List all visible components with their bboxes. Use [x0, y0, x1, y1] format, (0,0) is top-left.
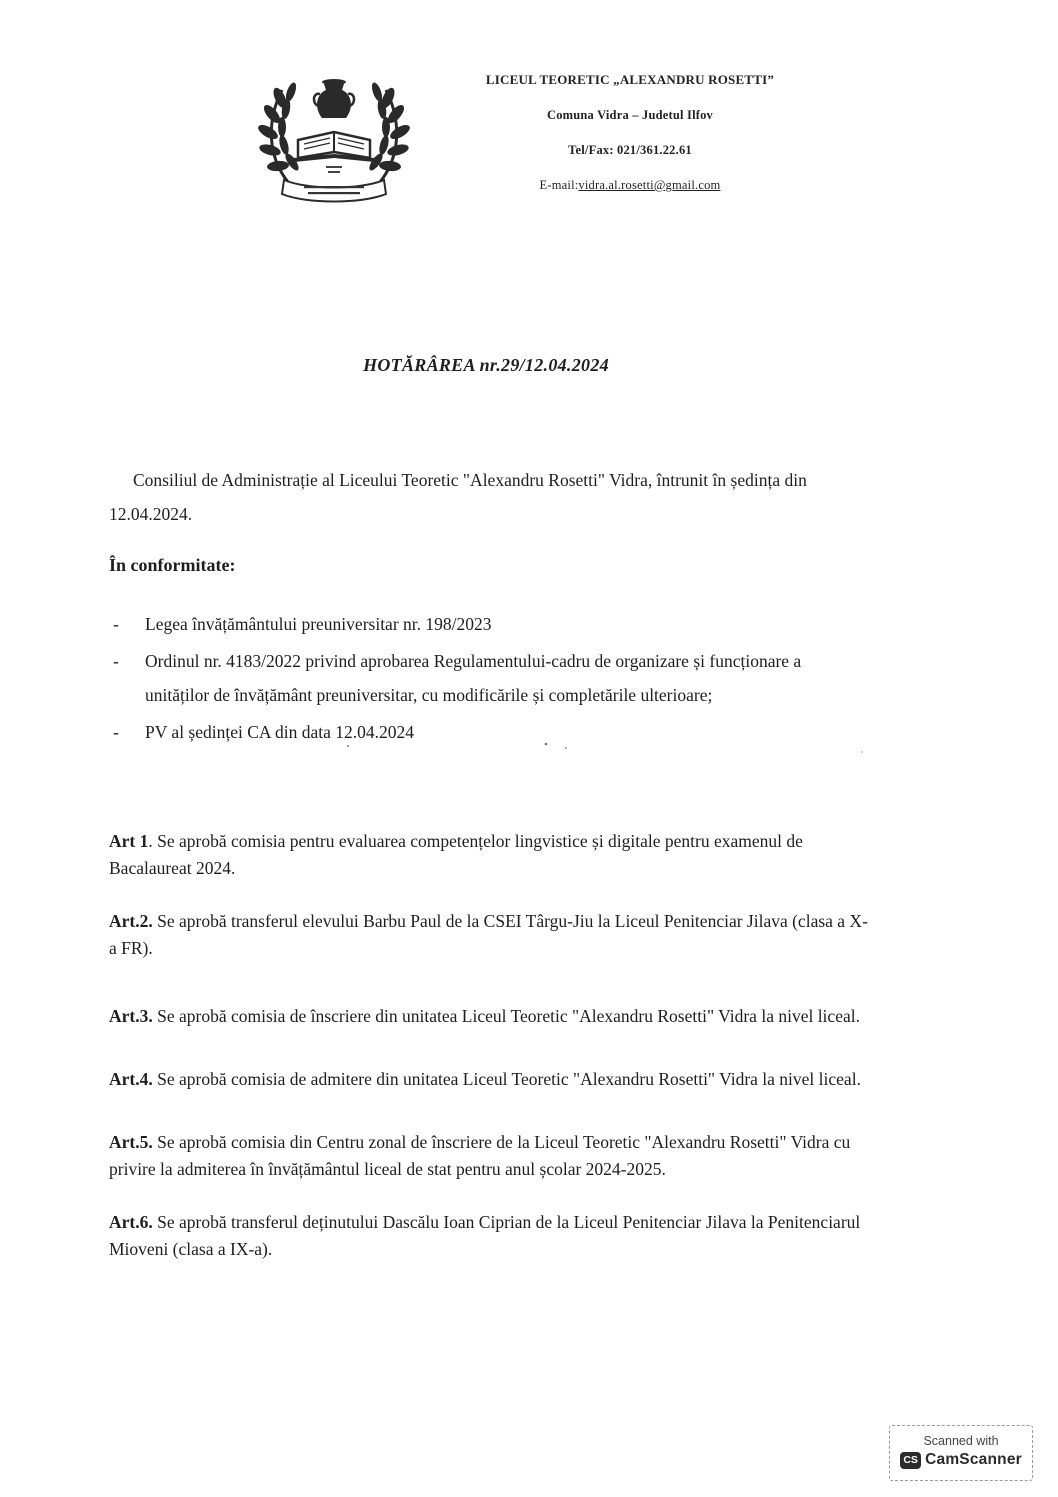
email-link[interactable]: vidra.al.rosetti@gmail.com: [578, 178, 721, 192]
camscanner-logo-icon: CS: [900, 1452, 921, 1469]
scanner-brand-name: CamScanner: [925, 1451, 1022, 1468]
article-label: Art.5.: [109, 1131, 153, 1152]
article-1: [109, 828, 869, 882]
article-text: Se aprobă comisia de admitere din unitatea Liceul Teoretic "Alexandru Rosetti" Vidra la nivel liceal.: [152, 1068, 861, 1089]
list-item: [109, 644, 869, 713]
school-crest-icon: [258, 62, 410, 210]
email-label: E-mail:: [539, 178, 579, 192]
article-text: Se aprobă comisia de înscriere din unitatea Liceul Teoretic "Alexandru Rosetti" Vidra la nivel liceal.: [152, 1005, 860, 1026]
school-crest-logo: [258, 62, 410, 210]
legal-basis-text: Ordinul nr. 4183/2022 privind aprobarea Regulamentului-cadru de organizare și funcționare a unităților de învățământ preuniversitar, cu modificările și completările ulterioare;: [145, 650, 802, 706]
scanner-brand-row: [890, 1451, 1032, 1469]
legal-basis-list: [109, 607, 869, 752]
article-text: Se aprobă transferul deținutului Dascălu Ioan Ciprian de la Liceul Penitenciar Jilava la Penitenciarul Mioveni (clasa a IX-a).: [109, 1212, 861, 1260]
article-label: Art.6.: [109, 1212, 153, 1232]
conformity-heading: În conformitate:: [109, 555, 236, 575]
list-item: [109, 607, 869, 642]
bullet-dash: -: [113, 650, 119, 671]
article-text: . Se aprobă comisia pentru evaluarea competențelor lingvistice și digitale pentru examenul de Bacalaureat 2024.: [109, 831, 803, 879]
article-2: [109, 908, 869, 962]
article-text: Se aprobă comisia din Centru zonal de înscriere de la Liceul Teoretic "Alexandru Rosetti" Vidra cu privire la admiterea în învățământul liceal de stat pentru anul școlar 2024-2025.: [109, 1131, 851, 1179]
legal-basis-text: Legea învățământului preuniversitar nr. 198/2023: [145, 614, 492, 634]
bullet-dash: -: [113, 614, 119, 634]
legal-basis-text: PV al ședinței CA din data 12.04.2024: [145, 721, 414, 742]
commune-line: Comuna Vidra – Judetul Ilfov: [546, 108, 714, 122]
scanner-watermark-badge: [889, 1425, 1033, 1481]
phone-line: Tel/Fax: 021/361.22.61: [568, 143, 692, 157]
article-5: [109, 1129, 869, 1183]
article-label: Art.2.: [109, 911, 153, 932]
article-label: Art.3.: [109, 1005, 153, 1026]
scanned-with-text: Scanned with: [923, 1434, 999, 1448]
institution-header: [450, 72, 810, 193]
decision-title: HOTĂRÂREA nr.29/12.04.2024: [363, 355, 609, 375]
article-text: Se aprobă transferul elevului Barbu Paul de la CSEI Târgu-Jiu la Liceul Penitenciar Jilava (clasa a X-a FR).: [109, 911, 868, 959]
list-item: [109, 715, 869, 750]
email-line: [450, 178, 810, 193]
article-6: [109, 1209, 869, 1263]
school-name: LICEUL TEORETIC „ALEXANDRU ROSETTI”: [485, 72, 775, 87]
article-4: [109, 1066, 869, 1093]
articles-section: [109, 828, 869, 1289]
bullet-dash: -: [113, 721, 119, 742]
intro-paragraph: Consiliul de Administrație al Liceului Teoretic "Alexandru Rosetti" Vidra, întrunit în ședința din 12.04.2024.: [109, 470, 807, 525]
article-label: Art 1: [109, 831, 149, 851]
article-label: Art.4.: [109, 1068, 153, 1089]
article-3: [109, 1003, 869, 1030]
